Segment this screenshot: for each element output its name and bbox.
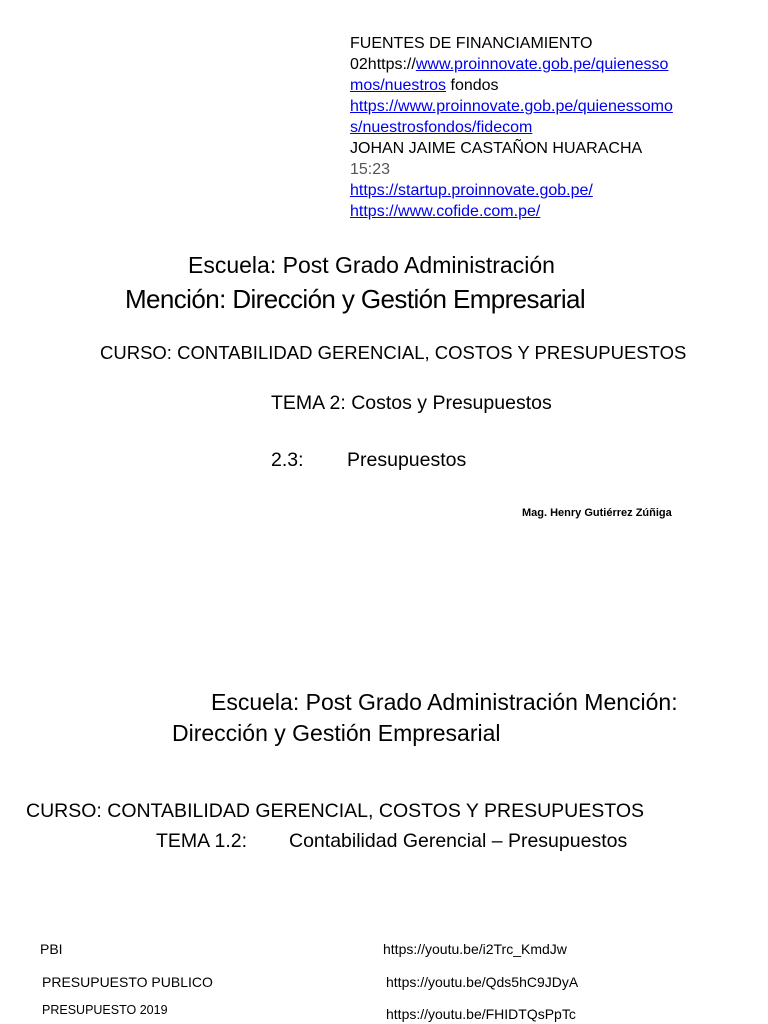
sources-time: 15:23 [350,161,391,178]
slide1-escuela: Escuela: Post Grado Administración [188,252,555,278]
sources-line-3 [350,75,499,96]
sources-suffix: fondos [446,77,499,94]
cofide-link[interactable]: https://www.cofide.com.pe/ [350,203,541,220]
slide1-tema: TEMA 2: Costos y Presupuestos [271,392,552,414]
startup-link[interactable]: https://startup.proinnovate.gob.pe/ [350,182,593,199]
sources-line-cofide [350,201,540,222]
slide2-tema-title: Contabilidad Gerencial – Presupuestos [289,830,628,852]
slide2-escuela-line1: Escuela: Post Grado Administración Mención: [211,689,678,715]
sources-author: JOHAN JAIME CASTAÑON HUARACHA [350,140,643,157]
sources-line-2 [350,54,668,75]
slide1-section-title: Presupuestos [347,449,467,471]
slide2-tema-number: TEMA 1.2: [156,830,248,852]
sources-heading: FUENTES DE FINANCIAMIENTO [350,35,593,52]
proinnovate-link-part1[interactable]: www.proinnovate.gob.pe/quienesso [415,56,669,73]
slide2-escuela-line2: Dirección y Gestión Empresarial [172,720,501,746]
sources-line-4 [350,96,673,117]
sources-line-5 [350,117,532,138]
slide2-curso: CURSO: CONTABILIDAD GERENCIAL, COSTOS Y PRESUPUESTOS [26,800,645,822]
slide1-section-number: 2.3: [271,449,304,471]
video-link-pbi[interactable]: https://youtu.be/i2Trc_KmdJw [383,941,567,957]
sources-line-startup [350,180,593,201]
fidecom-link-part1[interactable]: https://www.proinnovate.gob.pe/quienessomo [350,98,673,115]
slide1-mencion: Mención: Dirección y Gestión Empresarial [125,284,586,314]
sources-prefix: 02https:// [350,56,416,73]
proinnovate-link-part2[interactable]: mos/nuestros [350,77,447,94]
video-label-presupuesto-publico: PRESUPUESTO PUBLICO [42,974,213,990]
slide1-curso: CURSO: CONTABILIDAD GERENCIAL, COSTOS Y PRESUPUESTOS [100,342,687,363]
video-label-presupuesto-2019: PRESUPUESTO 2019 [42,1003,168,1017]
fidecom-link-part2[interactable]: s/nuestrosfondos/fidecom [350,119,533,136]
slide1-author: Mag. Henry Gutiérrez Zúñiga [522,507,672,519]
video-label-pbi: PBI [40,941,63,957]
video-link-presupuesto-publico[interactable]: https://youtu.be/Qds5hC9JDyA [386,974,579,990]
video-link-presupuesto-2019[interactable]: https://youtu.be/FHIDTQsPpTc [386,1006,576,1022]
